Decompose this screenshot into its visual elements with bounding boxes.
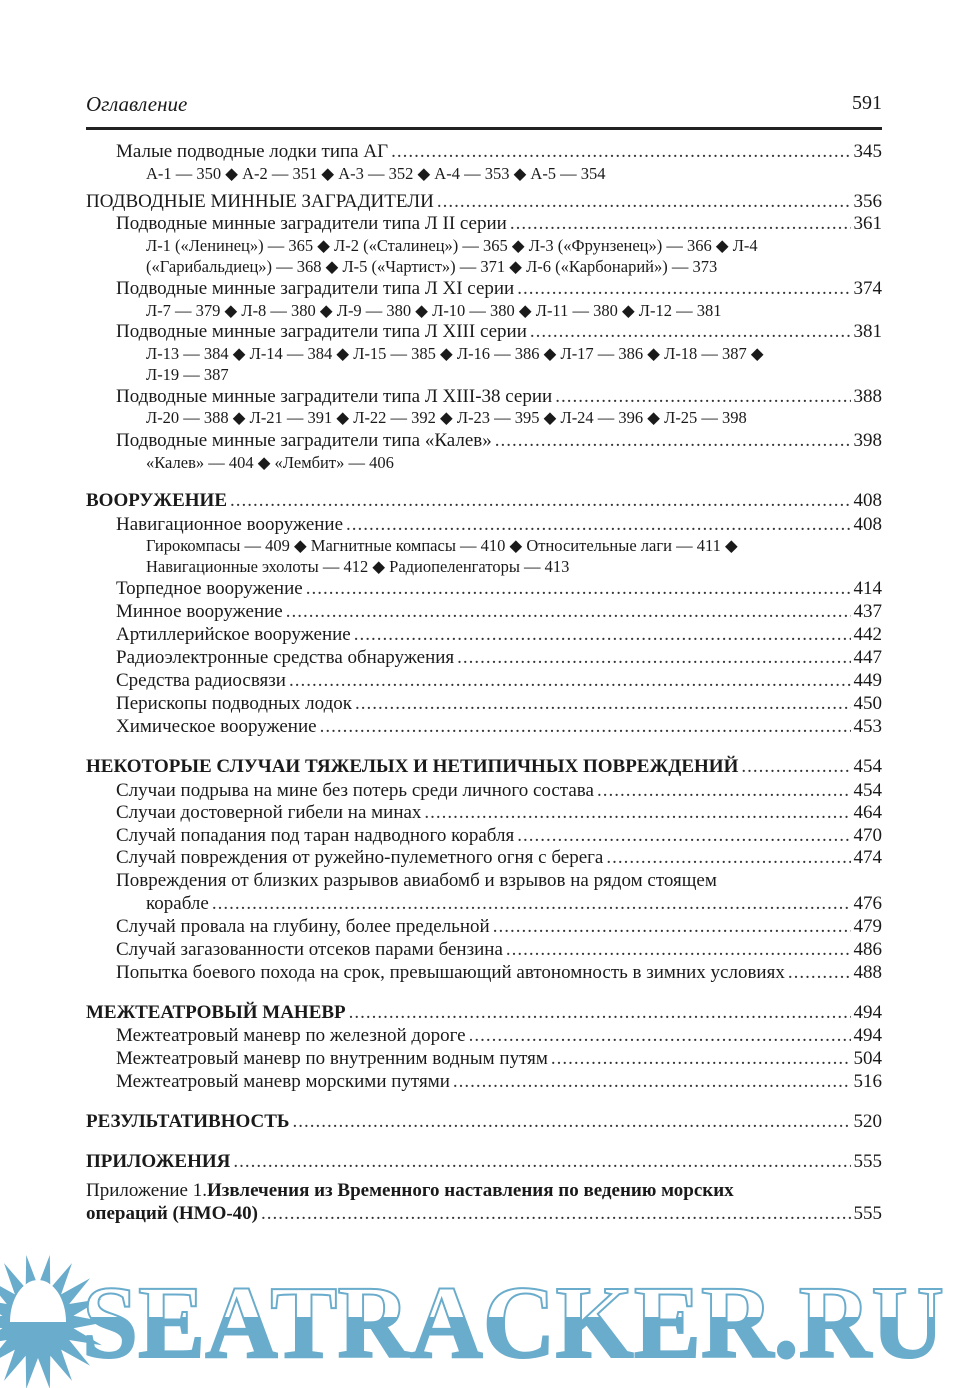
toc-page-number: 555 xyxy=(853,1203,882,1224)
dot-leader xyxy=(788,962,851,984)
toc-page-number: 408 xyxy=(853,514,882,535)
toc-entry[interactable] xyxy=(116,939,882,961)
toc-entry[interactable] xyxy=(116,514,882,536)
toc-sublist xyxy=(146,300,882,322)
dot-leader xyxy=(292,1111,850,1133)
toc-page-number: 464 xyxy=(853,802,882,823)
toc-page-number: 408 xyxy=(853,490,882,511)
toc-page-number: 437 xyxy=(853,601,882,622)
toc-sublist xyxy=(146,256,882,278)
dot-leader xyxy=(391,141,850,163)
toc-entry-title: Минное вооружение xyxy=(116,601,283,622)
toc-page-number: 453 xyxy=(853,716,882,737)
toc-page-number: 470 xyxy=(853,825,882,846)
toc-entry[interactable] xyxy=(116,624,882,646)
toc-entry-title: Попытка боевого похода на срок, превышающий автономность в зимних условиях xyxy=(116,962,785,983)
toc-entry-title: Приложение 1. xyxy=(86,1180,207,1201)
toc-entry-title: Межтеатровый маневр по внутренним водным путям xyxy=(116,1048,548,1069)
toc-page-number: 488 xyxy=(853,962,882,983)
toc-entry-title: Л-1 («Ленинец») — 365 ◆ Л-2 («Сталинец») — 365 ◆ Л-3 («Фрунзенец») — 366 ◆ Л-4 xyxy=(146,236,758,255)
toc-entry-title: операций (НМО-40) xyxy=(86,1203,259,1224)
toc-entry-title: Подводные минные заградители типа Л XIII-38 серии xyxy=(116,386,553,407)
toc-entry[interactable] xyxy=(116,1025,882,1047)
dot-leader xyxy=(424,802,850,824)
dot-leader xyxy=(517,278,850,300)
toc-entry-title: Случаи достоверной гибели на минах xyxy=(116,802,422,823)
dot-leader xyxy=(230,490,851,512)
dot-leader xyxy=(233,1151,850,1173)
toc-entry-title: Подводные минные заградители типа «Калев» xyxy=(116,430,492,451)
dot-leader xyxy=(261,1203,850,1225)
toc-entry-title: «Калев» — 404 ◆ «Лембит» — 406 xyxy=(146,453,394,472)
toc-entry[interactable] xyxy=(86,756,882,778)
dot-leader xyxy=(506,939,851,961)
toc-page-number: 361 xyxy=(853,213,882,234)
toc-entry[interactable] xyxy=(116,601,882,623)
toc-entry-title: Случай загазованности отсеков парами бензина xyxy=(116,939,503,960)
toc-entry-title: Л-7 — 379 ◆ Л-8 — 380 ◆ Л-9 — 380 ◆ Л-10 — 380 ◆ Л-11 — 380 ◆ Л-12 — 381 xyxy=(146,301,722,320)
toc-page-number: 449 xyxy=(853,670,882,691)
toc-page-number: 447 xyxy=(853,647,882,668)
toc-entry-title: Л-20 — 388 ◆ Л-21 — 391 ◆ Л-22 — 392 ◆ Л-23 — 395 ◆ Л-24 — 396 ◆ Л-25 — 398 xyxy=(146,408,747,427)
toc-entry-title: Перископы подводных лодок xyxy=(116,693,352,714)
dot-leader xyxy=(597,780,851,802)
dot-leader xyxy=(495,430,851,452)
toc-entry xyxy=(86,1180,882,1202)
toc-entry[interactable] xyxy=(116,321,882,343)
dot-leader xyxy=(453,1071,851,1093)
toc-page-number: 504 xyxy=(853,1048,882,1069)
dot-leader xyxy=(320,716,851,738)
dot-leader xyxy=(346,514,850,536)
toc-page-number: 356 xyxy=(853,191,882,212)
toc-entry[interactable] xyxy=(86,1203,882,1225)
toc-sublist xyxy=(146,556,882,578)
toc-sublist xyxy=(146,452,882,474)
toc-entry-title: ПРИЛОЖЕНИЯ xyxy=(86,1151,231,1172)
toc-entry-title: Повреждения от близких разрывов авиабомб и взрывов на рядом стоящем xyxy=(116,870,717,891)
toc-entry[interactable] xyxy=(116,213,882,235)
toc-sublist xyxy=(146,535,882,557)
dot-leader xyxy=(306,578,851,600)
toc-entry-title: Радиоэлектронные средства обнаружения xyxy=(116,647,455,668)
toc-sublist xyxy=(146,407,882,429)
toc-entry-title: НЕКОТОРЫЕ СЛУЧАИ ТЯЖЕЛЫХ И НЕТИПИЧНЫХ ПОВРЕЖДЕНИЙ xyxy=(86,756,739,777)
seatracker-watermark-logo xyxy=(0,1245,958,1388)
toc-entry-title: Навигационное вооружение xyxy=(116,514,344,535)
toc-entry-title: Навигационные эхолоты — 412 ◆ Радиопеленгаторы — 413 xyxy=(146,557,570,576)
dot-leader xyxy=(493,916,851,938)
toc-entry-title: Л-13 — 384 ◆ Л-14 — 384 ◆ Л-15 — 385 ◆ Л-16 — 386 ◆ Л-17 — 386 ◆ Л-18 — 387 ◆ xyxy=(146,344,764,363)
toc-page-number: 345 xyxy=(853,141,882,162)
dot-leader xyxy=(212,893,851,915)
dot-leader xyxy=(555,386,850,408)
toc-entry[interactable] xyxy=(116,578,882,600)
toc-entry-title: Случай провала на глубину, более предельной xyxy=(116,916,490,937)
dot-leader xyxy=(286,601,851,623)
toc-entry[interactable] xyxy=(86,1111,882,1133)
toc-entry-title: Гирокомпасы — 409 ◆ Магнитные компасы — 410 ◆ Относительные лаги — 411 ◆ xyxy=(146,536,738,555)
dot-leader xyxy=(457,647,850,669)
toc-entry[interactable] xyxy=(86,490,882,512)
toc-entry-title: Подводные минные заградители типа Л II серии xyxy=(116,213,507,234)
toc-entry[interactable] xyxy=(146,893,882,915)
toc-entry[interactable] xyxy=(86,1151,882,1173)
toc-sublist xyxy=(146,163,882,185)
toc-page-number: 486 xyxy=(853,939,882,960)
toc-entry-title: Артиллерийское вооружение xyxy=(116,624,351,645)
toc-entry-title: Химическое вооружение xyxy=(116,716,317,737)
dot-leader xyxy=(510,213,851,235)
dot-leader xyxy=(289,670,851,692)
toc-page-number: 494 xyxy=(853,1025,882,1046)
dot-leader xyxy=(530,321,851,343)
toc-page-number: 555 xyxy=(853,1151,882,1172)
toc-entry[interactable] xyxy=(116,780,882,802)
watermark-text: SEATRACKER.RU xyxy=(82,1265,944,1380)
toc-page-number: 454 xyxy=(853,780,882,801)
toc-entry[interactable] xyxy=(116,647,882,669)
toc-entry xyxy=(116,870,882,892)
dot-leader xyxy=(354,624,851,646)
toc-entry-title: («Гарибальдиец») — 368 ◆ Л-5 («Чартист») — 371 ◆ Л-6 («Карбонарий») — 373 xyxy=(146,257,718,276)
toc-sublist xyxy=(146,343,882,365)
toc-entry-title: Л-19 — 387 xyxy=(146,365,229,384)
toc-page-number: 381 xyxy=(853,321,882,342)
toc-page-number: 479 xyxy=(853,916,882,937)
toc-page-number: 414 xyxy=(853,578,882,599)
toc-page-number: 476 xyxy=(853,893,882,914)
toc-entry-title: ВООРУЖЕНИЕ xyxy=(86,490,227,511)
dot-leader xyxy=(741,756,850,778)
toc-entry[interactable] xyxy=(116,1048,882,1070)
toc-entry[interactable] xyxy=(86,1002,882,1024)
toc-entry[interactable] xyxy=(116,278,882,300)
toc-entry-title-bold: Извлечения из Временного наставления по ведению морских xyxy=(206,1180,734,1201)
dot-leader xyxy=(551,1048,851,1070)
toc-page-number: 388 xyxy=(853,386,882,407)
toc-entry-title: Межтеатровый маневр по железной дороге xyxy=(116,1025,466,1046)
toc-entry[interactable] xyxy=(116,430,882,452)
toc-page-number: 494 xyxy=(853,1002,882,1023)
toc-entry[interactable] xyxy=(116,916,882,938)
dot-leader xyxy=(355,693,851,715)
toc-entry-title: Случай попадания под таран надводного корабля xyxy=(116,825,515,846)
page-number: 591 xyxy=(852,92,882,114)
running-header-title: Оглавление xyxy=(86,92,188,116)
toc-entry-title: Торпедное вооружение xyxy=(116,578,303,599)
dot-leader xyxy=(437,191,851,213)
toc-entry-title: МЕЖТЕАТРОВЫЙ МАНЕВР xyxy=(86,1002,346,1023)
toc-entry[interactable] xyxy=(86,191,882,213)
toc-entry-title: Межтеатровый маневр морскими путями xyxy=(116,1071,450,1092)
toc-entry[interactable] xyxy=(116,1071,882,1093)
toc-entry-title: Случаи подрыва на мине без потерь среди личного состава xyxy=(116,780,594,801)
toc-entry[interactable] xyxy=(116,825,882,847)
toc-entry[interactable] xyxy=(116,670,882,692)
toc-entry-title: А-1 — 350 ◆ А-2 — 351 ◆ А-3 — 352 ◆ А-4 — 353 ◆ А-5 — 354 xyxy=(146,164,606,183)
toc-page-number: 450 xyxy=(853,693,882,714)
toc-entry-title: корабле xyxy=(146,893,209,914)
toc-entry-title: Случай повреждения от ружейно-пулеметного огня с берега xyxy=(116,847,604,868)
toc-page-number: 442 xyxy=(853,624,882,645)
toc-page-number: 398 xyxy=(853,430,882,451)
toc-entry[interactable] xyxy=(116,716,882,738)
dot-leader xyxy=(469,1025,851,1047)
toc-sublist xyxy=(146,235,882,257)
toc-entry[interactable] xyxy=(116,141,882,163)
toc-entry-title: РЕЗУЛЬТАТИВНОСТЬ xyxy=(86,1111,290,1132)
header-rule xyxy=(86,127,882,130)
toc-entry[interactable] xyxy=(116,802,882,824)
toc-entry[interactable] xyxy=(116,693,882,715)
dot-leader xyxy=(349,1002,851,1024)
toc-entry-title: Средства радиосвязи xyxy=(116,670,286,691)
toc-page-number: 374 xyxy=(853,278,882,299)
toc-entry[interactable] xyxy=(116,386,882,408)
toc-entry-title: ПОДВОДНЫЕ МИННЫЕ ЗАГРАДИТЕЛИ xyxy=(86,191,434,212)
toc-entry-title: Малые подводные лодки типа АГ xyxy=(116,141,389,162)
toc-page-number: 516 xyxy=(853,1071,882,1092)
toc-page-number: 474 xyxy=(853,847,882,868)
toc-entry-title: Подводные минные заградители типа Л XI серии xyxy=(116,278,515,299)
dot-leader xyxy=(517,825,850,847)
toc-sublist xyxy=(146,364,882,386)
toc-entry-title: Подводные минные заградители типа Л XIII серии xyxy=(116,321,527,342)
toc-entry[interactable] xyxy=(116,847,882,869)
toc-page-number: 454 xyxy=(853,756,882,777)
toc-entry[interactable] xyxy=(116,962,882,984)
toc-page-number: 520 xyxy=(853,1111,882,1132)
dot-leader xyxy=(606,847,850,869)
